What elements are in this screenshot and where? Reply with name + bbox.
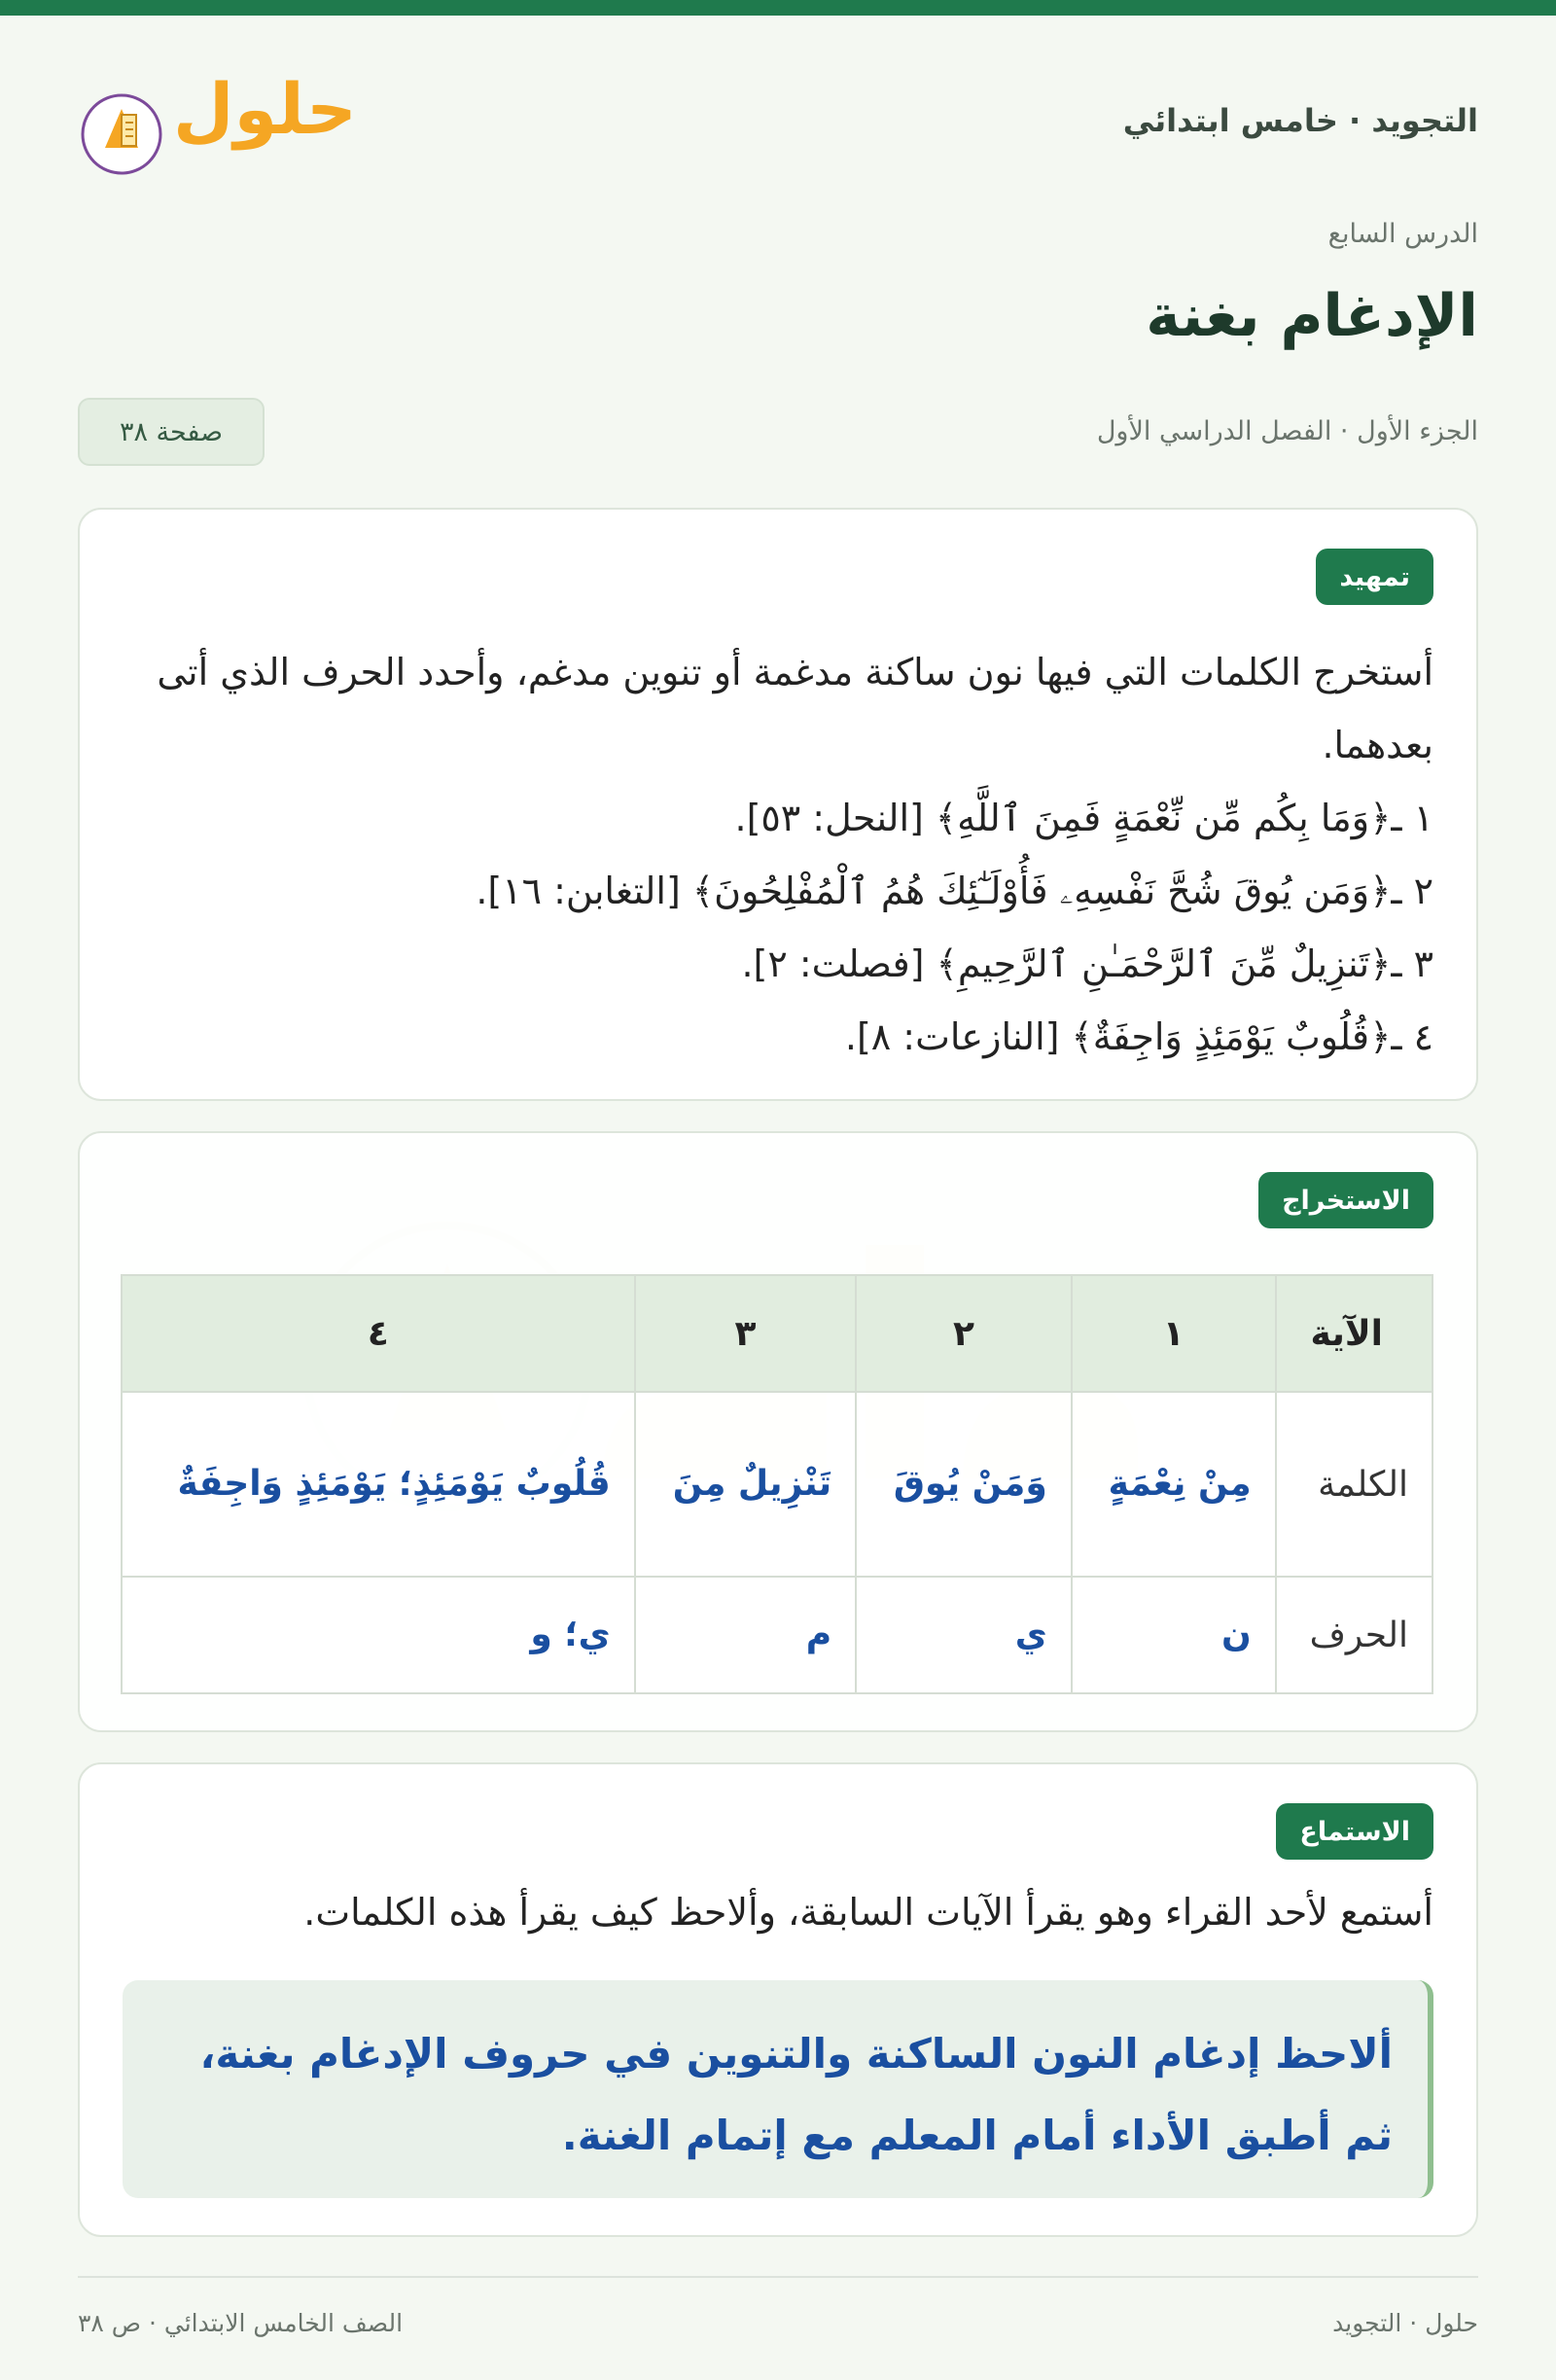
- table-header-verse: الآية: [1276, 1275, 1432, 1392]
- top-accent-bar: [0, 0, 1556, 16]
- footer-divider: [78, 2276, 1478, 2278]
- listen-card: [78, 1762, 1478, 2237]
- lesson-number: الدرس السابع: [1327, 219, 1478, 249]
- table-header-2: ٢: [856, 1275, 1072, 1392]
- intro-instruction: أستخرج الكلمات التي فيها نون ساكنة مدغمة أو تنوين مدغم، وأحدد الحرف الذي أتى بعدهما.: [157, 651, 1433, 766]
- table-header-row: [122, 1275, 1432, 1392]
- listen-badge: الاستماع: [1276, 1803, 1433, 1860]
- intro-item-4: ٤ ـ﴿قُلُوبٌ يَوْمَئِذٍ وَاجِفَةٌ﴾ [النازعات: ٨].: [844, 1015, 1433, 1058]
- table-row-letters: [122, 1577, 1432, 1693]
- listen-callout: [123, 1980, 1433, 2198]
- letter-cell-1: ن: [1072, 1577, 1276, 1693]
- table-header-3: ٣: [635, 1275, 857, 1392]
- lesson-title: الإدغام بغنة: [1146, 282, 1478, 350]
- intro-badge: تمهيد: [1316, 549, 1433, 605]
- extract-table: [121, 1274, 1433, 1694]
- logo-text: حلول: [173, 68, 357, 150]
- letter-cell-3: م: [635, 1577, 857, 1693]
- letter-cell-2: ي: [856, 1577, 1072, 1693]
- word-cell-3: تَنْزِيلٌ مِنَ: [635, 1392, 857, 1577]
- footer-brand: حلول · التجويد: [1332, 2309, 1478, 2337]
- header-title: التجويد · خامس ابتدائي: [1122, 102, 1478, 139]
- callout-line-1: ألاحظ إدغام النون الساكنة والتنوين في حروف الإدغام بغنة،: [199, 2030, 1393, 2078]
- letter-row-label: الحرف: [1276, 1577, 1432, 1693]
- extract-badge: الاستخراج: [1258, 1172, 1433, 1228]
- lesson-meta: الجزء الأول · الفصل الدراسي الأول: [1096, 416, 1478, 446]
- word-cell-2: وَمَنْ يُوقَ: [856, 1392, 1072, 1577]
- table-header-4: ٤: [122, 1275, 635, 1392]
- word-cell-4: قُلُوبٌ يَوْمَئِذٍ؛ يَوْمَئِذٍ وَاجِفَةٌ: [122, 1392, 635, 1577]
- letter-cell-4: ي؛ و: [122, 1577, 635, 1693]
- table-header-1: ١: [1072, 1275, 1276, 1392]
- callout-line-2: ثم أطبق الأداء أمام المعلم مع إتمام الغنة.: [561, 2112, 1393, 2159]
- intro-item-2: ٢ ـ﴿وَمَن يُوقَ شُحَّ نَفْسِهِۦ فَأُوْلَـٰٓئِكَ هُمُ ٱلْمُفْلِحُونَ﴾ [التغابن: ١٦].: [476, 870, 1433, 912]
- footer-page-info: الصف الخامس الابتدائي · ص ٣٨: [78, 2309, 404, 2337]
- intro-item-1: ١ ـ﴿وَمَا بِكُم مِّن نِّعْمَةٍ فَمِنَ ٱللَّهِ﴾ [النحل: ٥٣].: [734, 797, 1433, 839]
- intro-item-3: ٣ ـ﴿تَنزِيلٌ مِّنَ ٱلرَّحْمَـٰنِ ٱلرَّحِيمِ﴾ [فصلت: ٢].: [741, 942, 1433, 985]
- table-row-words: [122, 1392, 1432, 1577]
- intro-body: [123, 636, 1433, 1074]
- listen-text: أستمع لأحد القراء وهو يقرأ الآيات السابقة، وألاحظ كيف يقرأ هذه الكلمات.: [303, 1891, 1433, 1934]
- hulul-logo[interactable]: [78, 66, 360, 183]
- page-header: [78, 58, 1478, 185]
- extract-card: [78, 1131, 1478, 1732]
- intro-card: [78, 508, 1478, 1101]
- word-row-label: الكلمة: [1276, 1392, 1432, 1577]
- word-cell-1: مِنْ نِعْمَةٍ: [1072, 1392, 1276, 1577]
- page-number-pill: صفحة ٣٨: [78, 398, 265, 466]
